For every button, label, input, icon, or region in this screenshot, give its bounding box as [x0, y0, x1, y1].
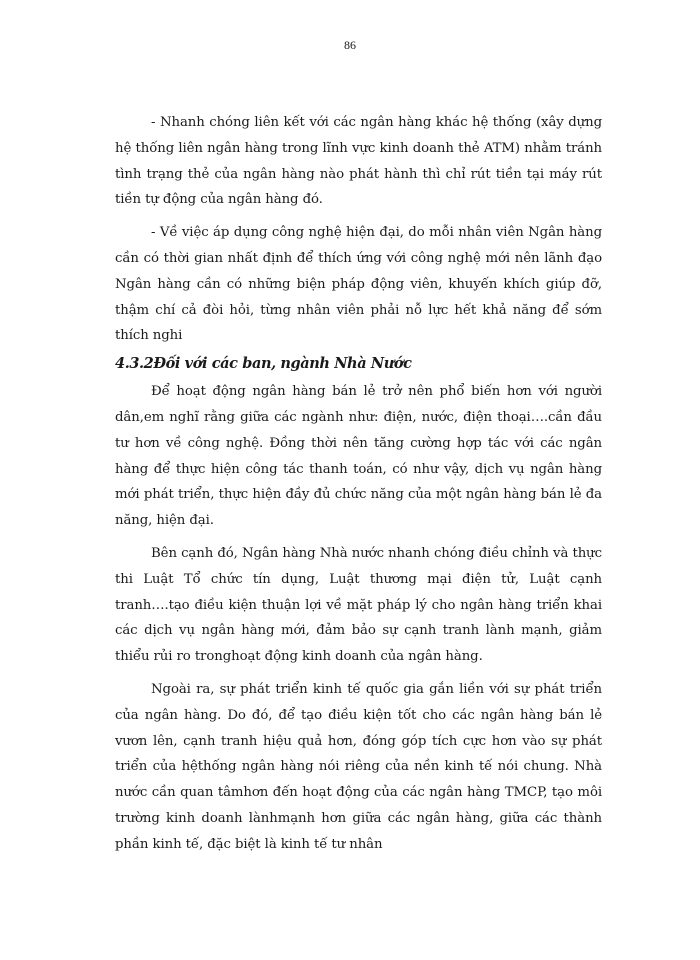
body-paragraph-legal-framework: Bên cạnh đó, Ngân hàng Nhà nước nhanh chóng điều chỉnh và thực thi Luật Tổ chức tín dụng, Luật thương mại điện tử, Luật cạnh tranh….tạo điều kiện thuận lợi về mặt pháp lý cho ngân hàng triển khai các dịch vụ ngân hàng mới, đảm bảo sự cạnh tranh lành mạnh, giảm thiểu rủi ro tronghoạt động kinh doanh của ngân hàng. — [115, 545, 602, 665]
body-paragraph-economic-development: Ngoài ra, sự phát triển kinh tế quốc gia gắn liền với sự phát triển của ngân hàng. Do đó, để tạo điều kiện tốt cho các ngân hàng bán lẻ vươn lên, cạnh tranh hiệu quả hơn, đóng góp tích cực hơn vào sự phát triển của hệthống ngân hàng nói riêng của nền kinh tế nói chung. Nhà nước cần quan tâmhơn đến hoạt động của các ngân hàng TMCP, tạo môi trường kinh doanh lànhmạnh hơn giữa các ngân hàng, giữa các thành phần kinh tế, đặc biệt là kinh tế tư nhân — [115, 681, 602, 852]
body-paragraph-sector-investment: Để hoạt động ngân hàng bán lẻ trở nên phổ biến hơn với người dân,em nghĩ rằng giữa các ngành như: điện, nước, điện thoại….cần đầu tư hơn về công nghệ. Đồng thời nên tăng cường hợp tác với các ngân hàng để thực hiện công tác thanh toán, có như vậy, dịch vụ ngân hàng mới phát triển, thực hiện đầy đủ chức năng của một ngân hàng bán lẻ đa năng, hiện đại. — [115, 384, 602, 529]
bullet-paragraph-technology-adoption: - Về việc áp dụng công nghệ hiện đại, do mỗi nhân viên Ngân hàng cần có thời gian nhất định để thích ứng với công nghệ mới nên lãnh đạo Ngân hàng cần có những biện pháp động viên, khuyến khích giúp đỡ, thậm chí cả đòi hỏi, từng nhân viên phải nỗ lực hết khả năng để sớm thích nghi — [115, 225, 602, 344]
page-number: 86 — [344, 38, 356, 52]
section-heading: 4.3.2Đối với các ban, ngành Nhà Nước — [115, 355, 412, 373]
bullet-paragraph-interbank-linking: - Nhanh chóng liên kết với các ngân hàng khác hệ thống (xây dựng hệ thống liên ngân hàng trong lĩnh vực kinh doanh thẻ ATM) nhằm tránh tình trạng thẻ của ngân hàng nào phát hành thì chỉ rút tiền tại máy rút tiền tự động của ngân hàng đó. — [115, 115, 602, 208]
document-body — [115, 110, 602, 858]
